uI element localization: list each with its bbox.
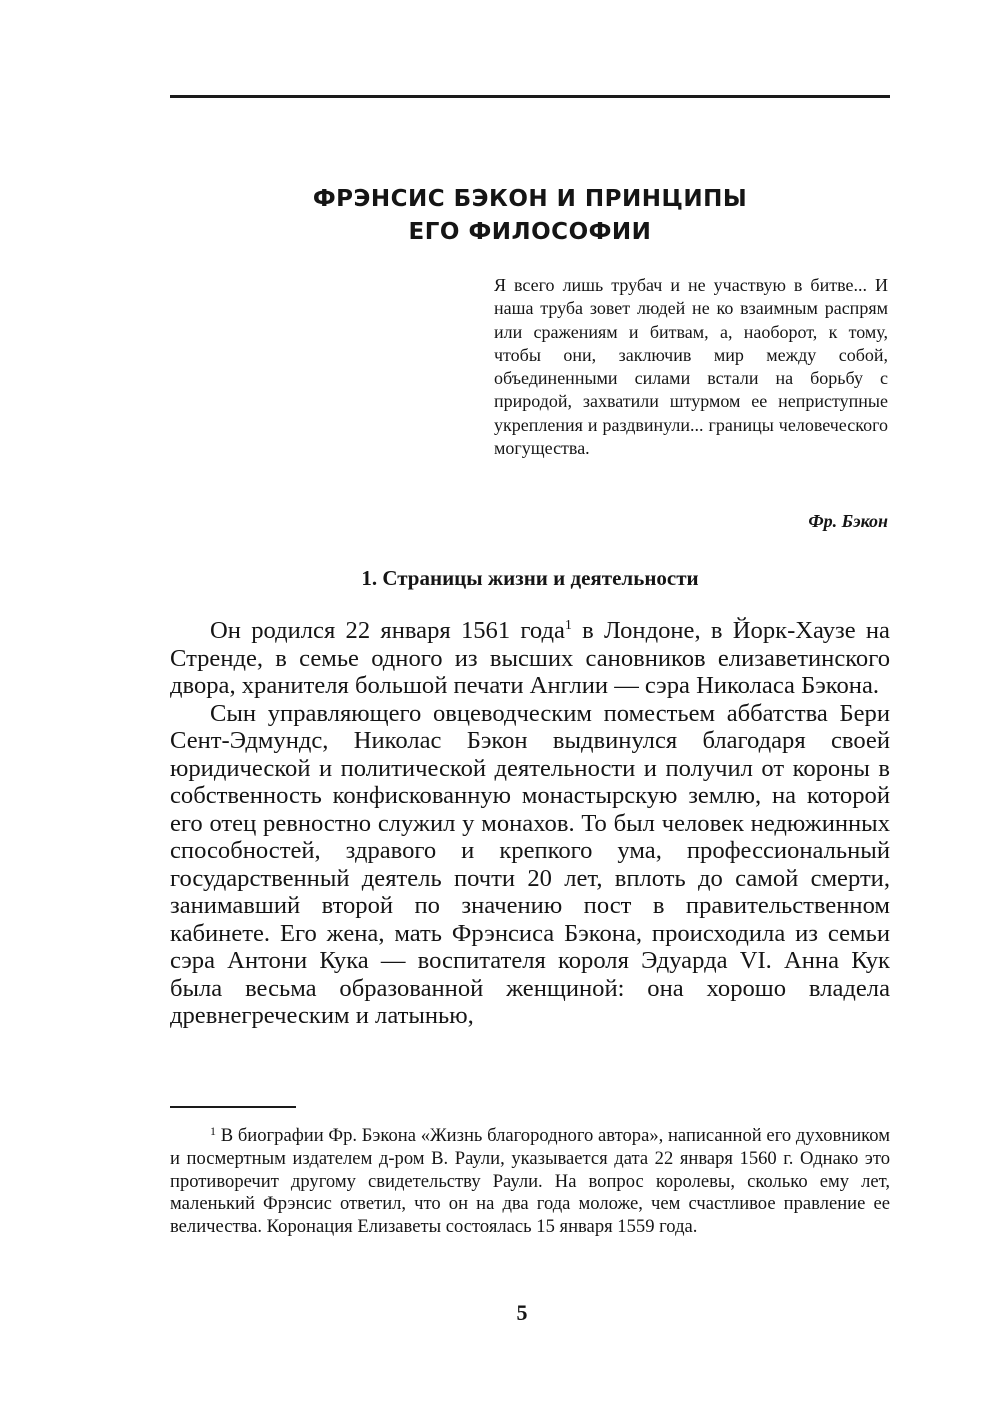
body-paragraph-2: Сын управляющего овцеводческим поместьем аббатства Бери Сент-Эдмундс, Николас Бэкон выдвинулся благодаря своей юридической и политической деятельности и получил от короны в собственность конфискованную монастырскую землю, на которой его отец ревностно служил у монахов. То был человек недюжинных способностей, здравого и крепкого ума, профессиональный государственный деятель почти 20 лет, вплоть до самой смерти, занимавший второй по значению пост в правительственном кабинете. Его жена, мать Фрэнсиса Бэкона, происходила из семьи сэра Антони Кука — воспитателя короля Эдуарда VI. Анна Кук была весьма образованной женщиной: она хорошо владела древнегреческим и латынью, bbox=[170, 699, 890, 1029]
footnote bbox=[170, 1125, 890, 1239]
header-rule bbox=[170, 95, 890, 98]
footnote-rule bbox=[170, 1106, 296, 1108]
paragraph-1-start: Он родился 22 января 1561 года bbox=[210, 617, 565, 644]
chapter-title-line-1: ФРЭНСИС БЭКОН И ПРИНЦИПЫ bbox=[312, 186, 748, 212]
footnote-text: В биографии Фр. Бэкона «Жизнь благородного автора», написанной его духовником и посмертным издателем д-ром В. Раули, указывается дата 22 января 1560 г. Однако это противоречит другому свидетельству Раули. На вопрос королевы, сколько ему лет, маленький Фрэнсис ответил, что он на два года моложе, чем счастливое правление ее величества. Коронация Елизаветы состоялась 15 января 1559 года. bbox=[170, 1125, 890, 1238]
section-heading: 1. Страницы жизни и деятельности bbox=[361, 566, 699, 590]
epigraph-author: Фр. Бэкон bbox=[808, 511, 888, 531]
body-text bbox=[170, 617, 890, 1030]
chapter-title bbox=[170, 183, 890, 249]
page-number: 5 bbox=[516, 1300, 528, 1325]
epigraph-quote: Я всего лишь трубач и не участвую в битве... И наша труба зовет людей не ко взаимным распрям или сражениям и битвам, а, наоборот, к тому, чтобы они, заключив мир между собой, объединенными силами встали на борьбу с природой, захватили штурмом ее неприступные укрепления и раздвинули... границы человеческого могущества. bbox=[494, 275, 888, 459]
paragraph-1-rest: в Лондоне, в Йорк-Хаузе на Стренде, в семье одного из высших сановников елизаветинского двора, хранителя большой печати Англии — сэра Николаса Бэкона. bbox=[170, 617, 890, 699]
footnote-mark: 1 bbox=[210, 1124, 216, 1138]
body-paragraph-1 bbox=[170, 617, 890, 700]
chapter-title-line-2: ЕГО ФИЛОСОФИИ bbox=[408, 219, 652, 245]
footnote-reference-mark: 1 bbox=[564, 618, 572, 633]
